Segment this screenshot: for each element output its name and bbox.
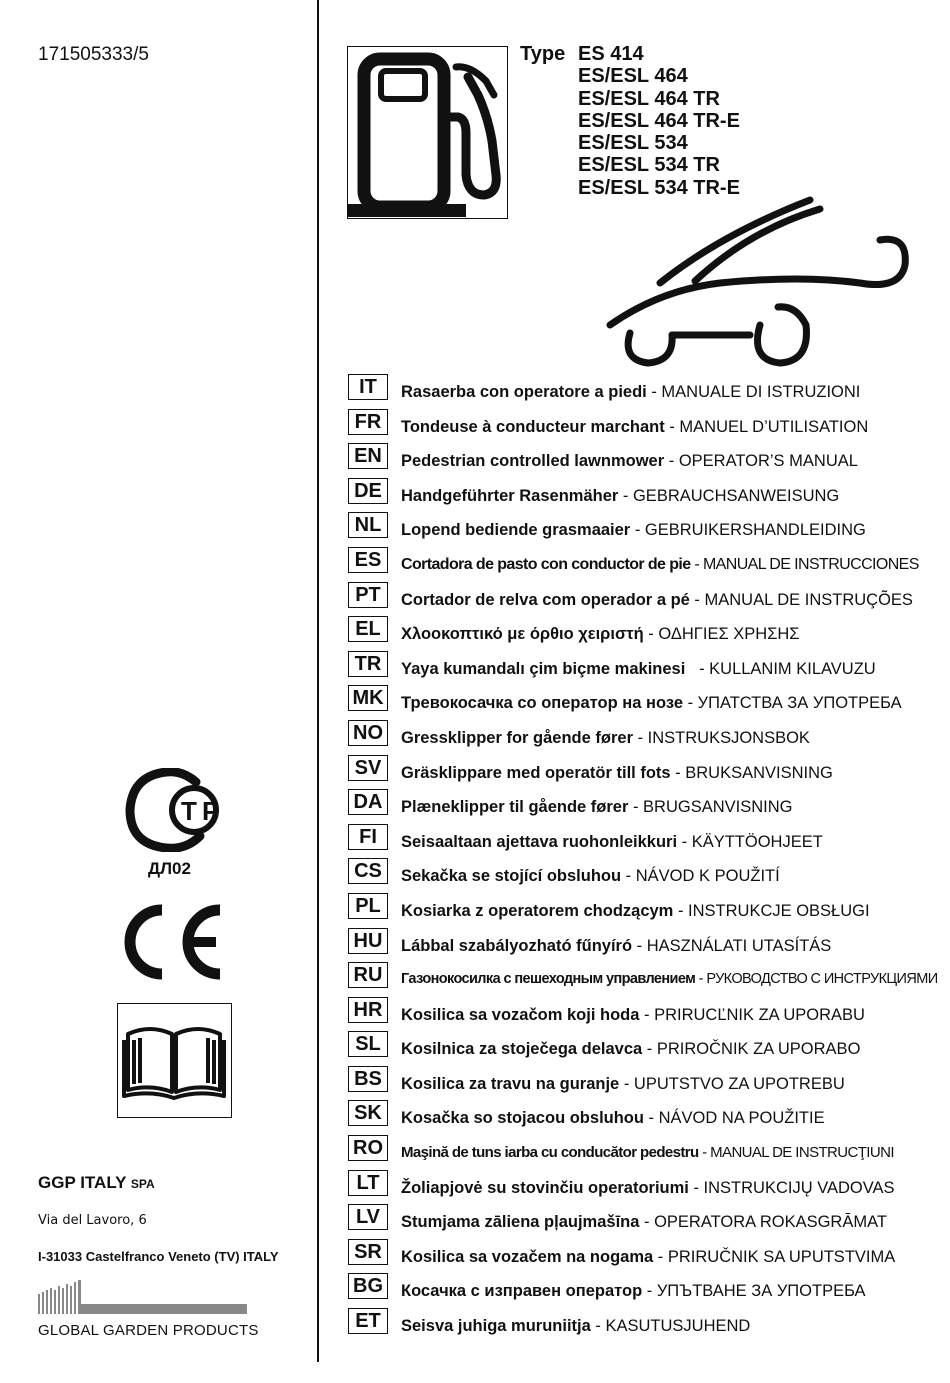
lang-manual: - BRUKSANVISNING <box>670 763 833 782</box>
lang-manual: - OPERATORA ROKASGRĀMAT <box>639 1213 887 1232</box>
model-list <box>578 43 740 199</box>
lang-desc <box>401 1109 825 1128</box>
ce-mark-icon <box>118 904 228 980</box>
lang-row-fr <box>348 409 938 444</box>
lang-title: Sekačka se stojící obsluhou <box>401 867 622 886</box>
lang-desc <box>401 764 833 783</box>
lang-code: ES <box>348 547 388 573</box>
lang-desc <box>401 1179 895 1198</box>
lang-code: TR <box>348 651 388 677</box>
lang-desc <box>401 383 860 402</box>
lang-manual: - MANUAL DE INSTRUCŢIUNI <box>698 1144 894 1162</box>
lang-manual: - РУКОВОДСТВО С ИНСТРУКЦИЯМИ <box>695 971 938 988</box>
lang-row-no <box>348 720 938 755</box>
lang-row-cs <box>348 858 938 893</box>
lang-manual: - NÁVOD K POUŽITÍ <box>621 867 780 886</box>
lang-row-es <box>348 547 938 582</box>
model-name: ES/ESL 464 TR-E <box>578 109 740 132</box>
lang-row-et <box>348 1308 938 1343</box>
lang-code: MK <box>348 685 388 711</box>
lang-desc <box>401 521 866 540</box>
lang-code: DA <box>348 789 388 815</box>
lang-desc <box>401 452 858 471</box>
lang-row-lv <box>348 1204 938 1239</box>
fuel-pump-icon <box>347 46 508 219</box>
lang-row-lt <box>348 1170 938 1205</box>
lang-desc <box>401 798 793 817</box>
lang-row-hr <box>348 997 938 1032</box>
lang-title: Тревокосачка со оператор на нозе <box>401 694 683 713</box>
lang-desc <box>401 660 876 679</box>
lang-desc <box>401 937 831 956</box>
lang-row-pl <box>348 893 938 928</box>
lang-title: Kosilica sa vozačom koji hoda <box>401 1005 640 1024</box>
lang-code: HR <box>348 997 388 1023</box>
lang-desc <box>401 1006 865 1025</box>
lang-desc <box>401 591 913 610</box>
ggp-logo-icon <box>38 1280 250 1316</box>
company-street: Via del Lavoro, 6 <box>38 1213 147 1228</box>
lang-manual: - KASUTUSJUHEND <box>590 1317 751 1336</box>
lang-manual: - INSTRUKCIJŲ VADOVAS <box>688 1178 895 1197</box>
model-name: ES 414 <box>578 43 644 65</box>
lang-title: Gressklipper for gående fører <box>401 728 633 747</box>
lang-row-en <box>348 443 938 478</box>
model-name: ES/ESL 464 TR <box>578 87 720 110</box>
model-name: ES/ESL 534 TR <box>578 154 720 177</box>
lang-title: Pedestrian controlled lawnmower <box>401 452 665 471</box>
lang-desc <box>401 1282 866 1301</box>
lang-code: EL <box>348 616 388 642</box>
lang-title: Газонокосилка с пешеходным управлением <box>401 971 696 988</box>
lang-row-bg <box>348 1273 938 1308</box>
lang-manual: - INSTRUKSJONSBOK <box>633 728 810 747</box>
lang-title: Cortador de relva com operador a pé <box>401 590 690 609</box>
lang-manual: - PRIRUČNIK SA UPUTSTVIMA <box>653 1247 896 1266</box>
lang-row-nl <box>348 512 938 547</box>
lang-code: RU <box>348 962 388 988</box>
lang-manual: - MANUALE DI ISTRUZIONI <box>646 383 861 401</box>
lang-title: Kosilica sa vozačem na nogama <box>401 1247 654 1266</box>
document-number: 171505333/5 <box>38 44 149 65</box>
vertical-divider <box>317 0 319 1362</box>
lang-row-da <box>348 789 938 824</box>
lang-desc <box>401 902 870 921</box>
model-name: ES/ESL 464 <box>578 65 688 88</box>
lang-code: SL <box>348 1031 388 1057</box>
lang-row-hu <box>348 928 938 963</box>
lang-row-mk <box>348 685 938 720</box>
lang-manual: - NÁVOD NA POUŽITIE <box>643 1109 825 1128</box>
lang-desc <box>401 833 823 852</box>
lang-row-it <box>348 374 938 409</box>
lang-title: Kosilnica za stoječega delavca <box>401 1040 643 1059</box>
lang-desc <box>401 1075 845 1094</box>
lang-title: Yaya kumandalı çim biçme makinesi <box>401 659 686 678</box>
lang-desc <box>401 694 902 713</box>
company-name <box>38 1173 155 1193</box>
lang-code: ET <box>348 1308 388 1334</box>
lang-manual: - GEBRAUCHSANWEISUNG <box>618 486 840 505</box>
lang-code: HU <box>348 928 388 954</box>
lang-code: NO <box>348 720 388 746</box>
company-suffix: SPA <box>130 1177 155 1191</box>
lang-row-sk <box>348 1100 938 1135</box>
lang-code: PT <box>348 582 388 608</box>
lang-title: Kosačka so stojacou obsluhou <box>401 1109 644 1128</box>
lang-title: Lopend bediende grasmaaier <box>401 521 631 540</box>
lang-title: Kosiarka z operatorem chodzącym <box>401 901 674 920</box>
lang-title: Tondeuse à conducteur marchant <box>401 417 665 436</box>
lang-title: Gräsklippare med operatör till fots <box>401 763 671 782</box>
gost-code: ДЛ02 <box>148 859 191 878</box>
lang-desc <box>401 1144 894 1161</box>
brand-name: GLOBAL GARDEN PRODUCTS <box>38 1322 259 1339</box>
lang-title: Žoliapjovė su stovinčiu operatoriumi <box>401 1178 689 1197</box>
lang-desc <box>401 1317 750 1336</box>
lang-desc <box>401 1040 860 1059</box>
lang-title: Seisva juhiga muruniitja <box>401 1317 591 1336</box>
lang-code: BG <box>348 1273 388 1299</box>
lang-manual: - PRIROČNIK ZA UPORABO <box>642 1040 861 1059</box>
company-city: I-31033 Castelfranco Veneto (TV) ITALY <box>38 1249 279 1264</box>
lang-row-sv <box>348 755 938 790</box>
svg-text:Р: Р <box>202 796 220 826</box>
lang-title: Maşină de tuns iarba cu conducător pedestru <box>401 1144 699 1162</box>
lang-row-fi <box>348 824 938 859</box>
lang-row-el <box>348 616 938 651</box>
lang-code: IT <box>348 374 388 400</box>
lang-manual: - INSTRUKCJE OBSŁUGI <box>673 901 870 920</box>
lang-code: BS <box>348 1066 388 1092</box>
lang-code: SR <box>348 1239 388 1265</box>
type-label: Type <box>520 43 566 65</box>
lang-code: LT <box>348 1170 388 1196</box>
lang-row-ru <box>348 962 938 997</box>
lang-code: PL <box>348 893 388 919</box>
lang-desc <box>401 1213 887 1232</box>
lang-desc <box>401 867 780 886</box>
lang-code: NL <box>348 512 388 538</box>
lang-manual: - ΟΔΗΓΙΕΣ ΧΡΗΣΗΣ <box>643 625 800 644</box>
lang-title: Handgeführter Rasenmäher <box>401 486 619 505</box>
svg-text:Т: Т <box>181 796 197 826</box>
instruction-book-icon <box>117 1003 232 1118</box>
lang-code: FR <box>348 409 388 435</box>
lang-row-pt <box>348 582 938 617</box>
language-list <box>348 374 938 1343</box>
lang-row-bs <box>348 1066 938 1101</box>
lang-title: Lábbal szabályozható fűnyíró <box>401 936 633 955</box>
lang-row-sl <box>348 1031 938 1066</box>
lang-manual: - MANUAL DE INSTRUÇÕES <box>689 590 913 609</box>
lang-title: Plæneklipper til gående fører <box>401 798 629 817</box>
lang-code: EN <box>348 443 388 469</box>
lang-desc <box>401 1248 895 1267</box>
lang-code: FI <box>348 824 388 850</box>
lang-title: Χλοοκοπτικό με όρθιο χειριστή <box>401 625 644 644</box>
lang-manual: - GEBRUIKERSHANDLEIDING <box>630 521 866 540</box>
company-name-text: GGP ITALY <box>38 1173 127 1192</box>
lang-title: Seisaaltaan ajettava ruohonleikkuri <box>401 832 678 851</box>
lang-title: Cortadora de pasto con conductor de pie <box>401 555 691 573</box>
lang-desc <box>401 971 938 987</box>
lang-title: Косачка с изправен оператор <box>401 1282 643 1301</box>
lang-row-tr <box>348 651 938 686</box>
lang-manual: - KULLANIM KILAVUZU <box>685 659 876 678</box>
lang-manual: - УПЪТВАНЕ ЗА УПОТРЕБА <box>642 1282 866 1301</box>
lang-desc <box>401 418 868 437</box>
lang-manual: - УПАТСТВА ЗА УПОТРЕБА <box>683 694 902 713</box>
lang-row-ro <box>348 1135 938 1170</box>
lang-code: CS <box>348 858 388 884</box>
lang-desc <box>401 556 919 574</box>
lang-title: Rasaerba con operatore a piedi <box>401 383 647 401</box>
lang-code: LV <box>348 1204 388 1230</box>
lang-code: DE <box>348 478 388 504</box>
lang-manual: - PRIRUCĽNIK ZA UPORABU <box>639 1005 865 1024</box>
lang-code: RO <box>348 1135 388 1161</box>
lang-manual: - MANUAL DE INSTRUCCIONES <box>690 555 919 573</box>
lang-desc <box>401 729 810 748</box>
lang-manual: - MANUEL D’UTILISATION <box>664 417 869 436</box>
lang-manual: - HASZNÁLATI UTASÍTÁS <box>632 936 832 955</box>
lang-title: Kosilica za travu na guranje <box>401 1074 620 1093</box>
model-name: ES/ESL 534 <box>578 132 688 155</box>
lang-desc <box>401 487 839 506</box>
lang-desc <box>401 625 800 644</box>
lang-code: SK <box>348 1100 388 1126</box>
lang-manual: - BRUGSANVISNING <box>628 798 793 817</box>
lang-row-de <box>348 478 938 513</box>
lang-manual: - UPUTSTVO ZA UPOTREBU <box>619 1074 845 1093</box>
lang-code: SV <box>348 755 388 781</box>
model-name: ES/ESL 534 TR-E <box>578 176 740 199</box>
gost-r-mark-icon <box>124 768 228 852</box>
lang-manual: - OPERATOR’S MANUAL <box>664 452 858 471</box>
lang-title: Stumjama zāliena pļaujmašīna <box>401 1213 640 1232</box>
lang-row-sr <box>348 1239 938 1274</box>
lang-manual: - KÄYTTÖOHJEET <box>677 832 823 851</box>
lawnmower-icon <box>600 195 920 370</box>
